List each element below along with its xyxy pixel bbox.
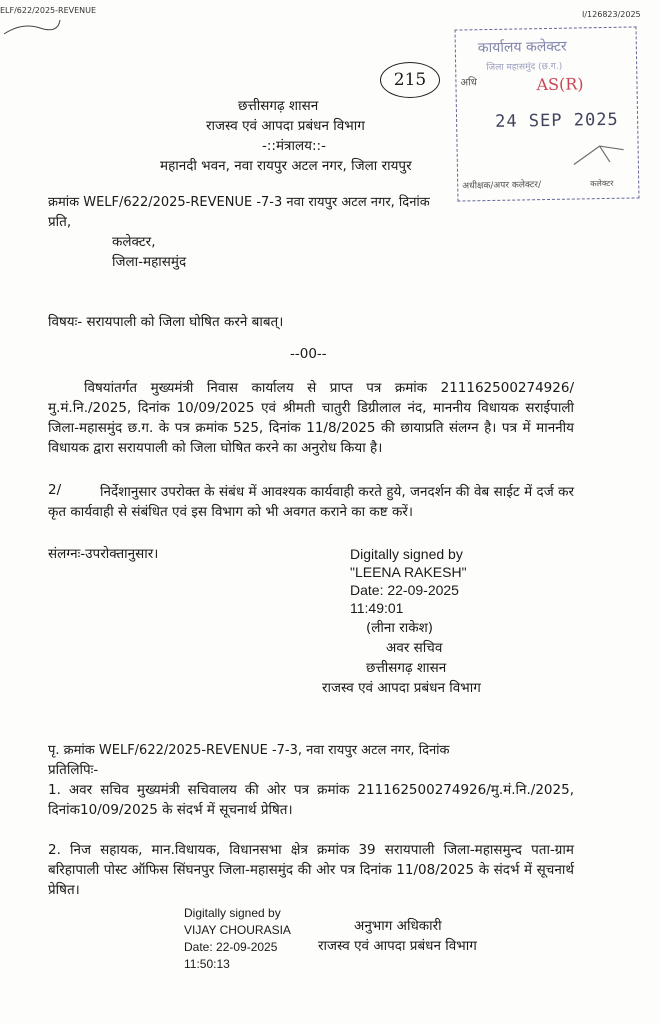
stamp-date: 24 SEP 2025 bbox=[494, 109, 619, 132]
header-ministry: -::मंत्रालय::- bbox=[262, 138, 326, 154]
signature2-date: Date: 22-09-2025 bbox=[184, 940, 278, 954]
paragraph-2: निर्देशानुसार उपरोक्त के संबंध में आवश्यक कार्यवाही करते हुये, जनदर्शन की वेब साईट में दर्ज कर कृत कार्यवाही से संबंधित एवं इस विभाग को भी अवगत कराने का कष्ट करें। bbox=[48, 484, 574, 520]
top-left-reference: ELF/622/2025-REVENUE bbox=[0, 6, 97, 15]
copy-reference-number: पृ. क्रमांक WELF/622/2025-REVENUE -7-3, नवा रायपुर अटल नगर, दिनांक bbox=[48, 743, 450, 758]
paragraph-1: विषयांतर्गत मुख्यमंत्री निवास कार्यालय से प्राप्त पत्र क्रमांक 211162500274926/मु.मं.नि./2025, दिनांक 10/09/2025 एवं श्रीमती चातुरी डिग्रीलाल नंद, माननीय विधायक सराईपाली जिला-महासमुंद छ.ग. के पत्र क्रमांक 525, दिनांक 11/8/2025 की छायाप्रति संलग्न है। पत्र में माननीय विधायक द्वारा सरायपाली को जिला घोषित करने का अनुरोध किया है। bbox=[48, 380, 574, 456]
signatory-department: राजस्व एवं आपदा प्रबंधन विभाग bbox=[322, 680, 481, 696]
copy-item-2: 2. निज सहायक, मान.विधायक, विधानसभा क्षेत्र क्रमांक 39 सरायपाली जिला-महासमुन्द पता-ग्राम बरिहापाली पोस्ट ऑफिस सिंघनपुर जिला-महासमुंद की ओर पत्र दिनांक 11/08/2025 के संदर्भ में सूचनार्थ प्रेषित। bbox=[48, 842, 574, 898]
stamp-adhi: अधि bbox=[460, 77, 477, 89]
ink-scribble bbox=[2, 16, 62, 38]
section-officer-department: राजस्व एवं आपदा प्रबंधन विभाग bbox=[318, 938, 477, 954]
subject-line: विषयः- सरायपाली को जिला घोषित करने बाबत्। bbox=[48, 314, 284, 330]
reference-number: क्रमांक WELF/622/2025-REVENUE -7-3 नवा रायपुर अटल नगर, दिनांक bbox=[48, 195, 430, 210]
top-right-reference: I/126823/2025 bbox=[582, 10, 641, 19]
enclosure-note: संलग्नः-उपरोक्तानुसार। bbox=[48, 546, 159, 562]
stamp-footer-right: कलेक्टर bbox=[590, 178, 614, 189]
signature1-time: 11:49:01 bbox=[350, 600, 404, 616]
signature1-name: "LEENA RAKESH" bbox=[350, 564, 467, 580]
pratilipi-label: प्रतिलिपिः- bbox=[48, 762, 99, 778]
signatory-designation: अवर सचिव bbox=[386, 640, 443, 656]
header-department: राजस्व एवं आपदा प्रबंधन विभाग bbox=[206, 118, 365, 134]
paragraph-2-number: 2/ bbox=[48, 482, 62, 498]
copy-item-1: 1. अवर सचिव मुख्यमंत्री सचिवालय की ओर पत्र क्रमांक 211162500274926/मु.मं.नि./2025, दिनांक10/09/2025 के संदर्भ में सूचनार्थ प्रेषित। bbox=[48, 782, 574, 818]
prati-label: प्रति, bbox=[48, 214, 72, 230]
header-govt: छत्तीसगढ़ शासन bbox=[238, 98, 319, 114]
header-address: महानदी भवन, नवा रायपुर अटल नगर, जिला रायपुर bbox=[160, 158, 412, 174]
signature2-name: VIJAY CHOURASIA bbox=[184, 923, 291, 937]
addressee-designation: कलेक्टर, bbox=[112, 234, 156, 250]
signature2-time: 11:50:13 bbox=[184, 957, 230, 971]
section-officer-designation: अनुभाग अधिकारी bbox=[354, 918, 442, 934]
signature1-date: Date: 22-09-2025 bbox=[350, 582, 459, 598]
addressee-district: जिला-महासमुंद bbox=[112, 254, 187, 270]
stamp-handwritten-mark: AS(R) bbox=[536, 74, 584, 95]
receipt-stamp bbox=[455, 26, 640, 201]
stamp-subtitle: जिला महासमुंद (छ.ग.) bbox=[486, 61, 563, 74]
handwritten-circled-number: 215 bbox=[380, 62, 440, 98]
stamp-scribble bbox=[569, 140, 630, 171]
stamp-footer-left: अधीक्षक/अपर कलेक्टर/ bbox=[462, 180, 542, 192]
signatory-govt: छत्तीसगढ़ शासन bbox=[366, 660, 447, 676]
signature1-signed-by: Digitally signed by bbox=[350, 546, 463, 562]
separator: --00-- bbox=[290, 346, 327, 362]
signature2-signed-by: Digitally signed by bbox=[184, 906, 281, 920]
stamp-title: कार्यालय कलेक्टर bbox=[477, 38, 567, 57]
signatory-name-hindi: (लीना राकेश) bbox=[366, 620, 434, 636]
